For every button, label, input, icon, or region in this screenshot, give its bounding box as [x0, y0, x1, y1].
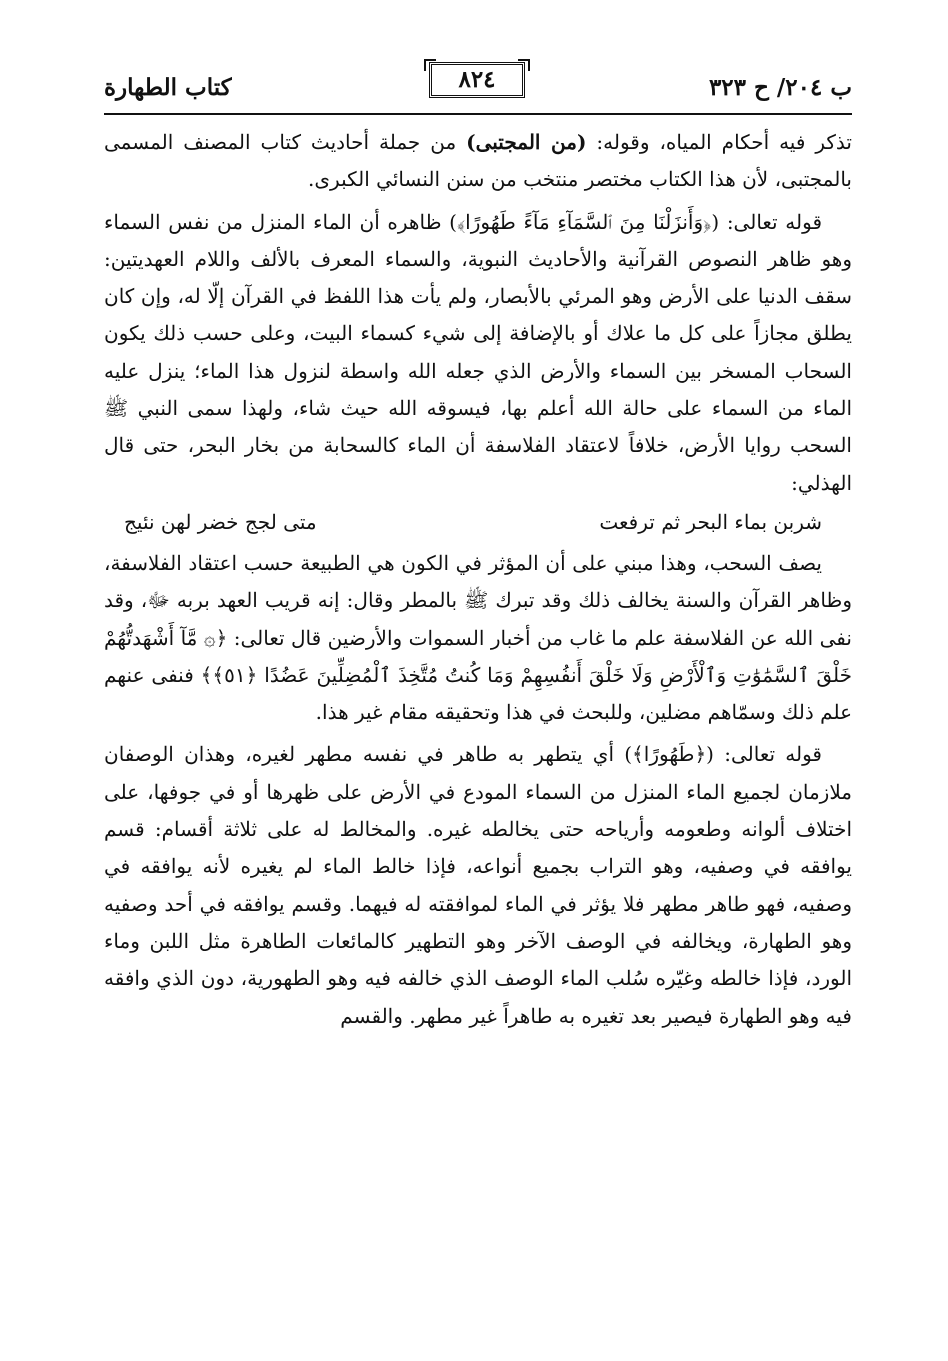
verse-hemistich-second: متى لجج خضر لهن نئيج — [124, 509, 317, 534]
poetry-verse — [104, 504, 852, 541]
page-number: ٨٢٤ — [429, 62, 525, 98]
paragraph-clouds: يصف السحب، وهذا مبني على أن المؤثر في الكون هي الطبيعة حسب اعتقاد الفلاسفة، وظاهر القرآن والسنة يخالف ذلك وقد تبرك ﷺ بالمطر وقال: إنه قريب العهد بربه ﷻ، وقد نفى الله عن الفلاسفة علم ما غاب من أخبار السموات والأرضين قال تعالى: ﴿۞ مَّآ أَشْهَدتُّهُمْ خَلْقَ ٱلسَّمَٰوَٰتِ وَٱلْأَرْضِ وَلَا خَلْقَ أَنفُسِهِمْ وَمَا كُنتُ مُتَّخِذَ ٱلْمُضِلِّينَ عَضُدًا ﴿٥١﴾﴾ فنفى عنهم علم ذلك وسمّاهم مضلين، وللبحث في هذا وتحقيقه مقام غير هذا. — [104, 550, 852, 725]
verse-hemistich-first: شربن بماء البحر ثم ترفعت — [599, 509, 822, 534]
paragraph-intro — [104, 124, 852, 199]
bold-quote: (من المجتبى) — [466, 130, 587, 154]
manuscript-reference: ب ٢٠٤/ ح ٣٢٣ — [708, 74, 852, 101]
paragraph-verse-commentary: قوله تعالى: (﴿وَأَنزَلْنَا مِنَ ٱلسَّمَآءِ مَآءً طَهُورًا﴾) ظاهره أن الماء المنزل من نفس السماء وهو ظاهر النصوص القرآنية والأحاديث النبوية، والسماء المعرف بالألف واللام العهديتين: سقف الدنيا على الأرض وهو المرئي بالأبصار، ولم يأت هذا اللفظ في القرآن إلّا له، وإن كان يطلق مجازاً على كل ما علاك أو بالإضافة إلى شيء كسماء البيت، وعلى حسب ذلك يكون السحاب المسخر بين السماء والأرض الذي جعله الله واسطة لنزول هذا الماء؛ ينزل عليه الماء من السماء على حالة الله أعلم بها، فيسوقه الله حيث شاء، ولهذا سمى النبي ﷺ السحب روايا الأرض، خلافاً لاعتقاد الفلاسفة أن الماء كالسحابة من بخار البحر، حتى قال الهذلي: — [104, 209, 853, 495]
paragraph-text: من جملة أحاديث كتاب المصنف المسمى بالمجتبى، لأن هذا الكتاب مختصر منتخب من سنن النسائي الكبرى. — [104, 130, 852, 192]
book-title: كتاب الطهارة — [104, 74, 232, 101]
paragraph-text: تذكر فيه أحكام المياه، وقوله: — [586, 130, 852, 154]
header-divider — [104, 113, 852, 115]
page-body — [104, 124, 852, 1035]
paragraph-tahur: قوله تعالى: (﴿طَهُورًا﴾) أي يتطهر به طاهر في نفسه مطهر لغيره، وهذان الوصفان ملازمان لجميع الماء المنزل من السماء المودع في الأرض على ظهرها أو في جوفها، على اختلاف ألوانه وطعومه وأرياحه حتى يخالطه غيره. والمخالط له على ثلاثة أقسام: قسم يوافقه في وصفيه، وهو التراب بجميع أنواعه، فإذا خالط الماء لم يغيره لأنه يوافقه في وصفيه، فهو طاهر مطهر فلا يؤثر في الماء لموافقته له فيهما. وقسم يوافقه في أحد وصفيه وهو الطهارة، ويخالفه في الوصف الآخر وهو التطهير كالمائعات الطاهرة مثل اللبن وماء الورد، فإذا خالطه وغيّره سُلب الماء الوصف الذي خالفه فيه وهو الطهورية، دون الذي وافقه فيه وهو الطهارة فيصير بعد تغيره به طاهراً غير مطهر. والقسم — [104, 742, 852, 1028]
page-header — [104, 56, 852, 112]
